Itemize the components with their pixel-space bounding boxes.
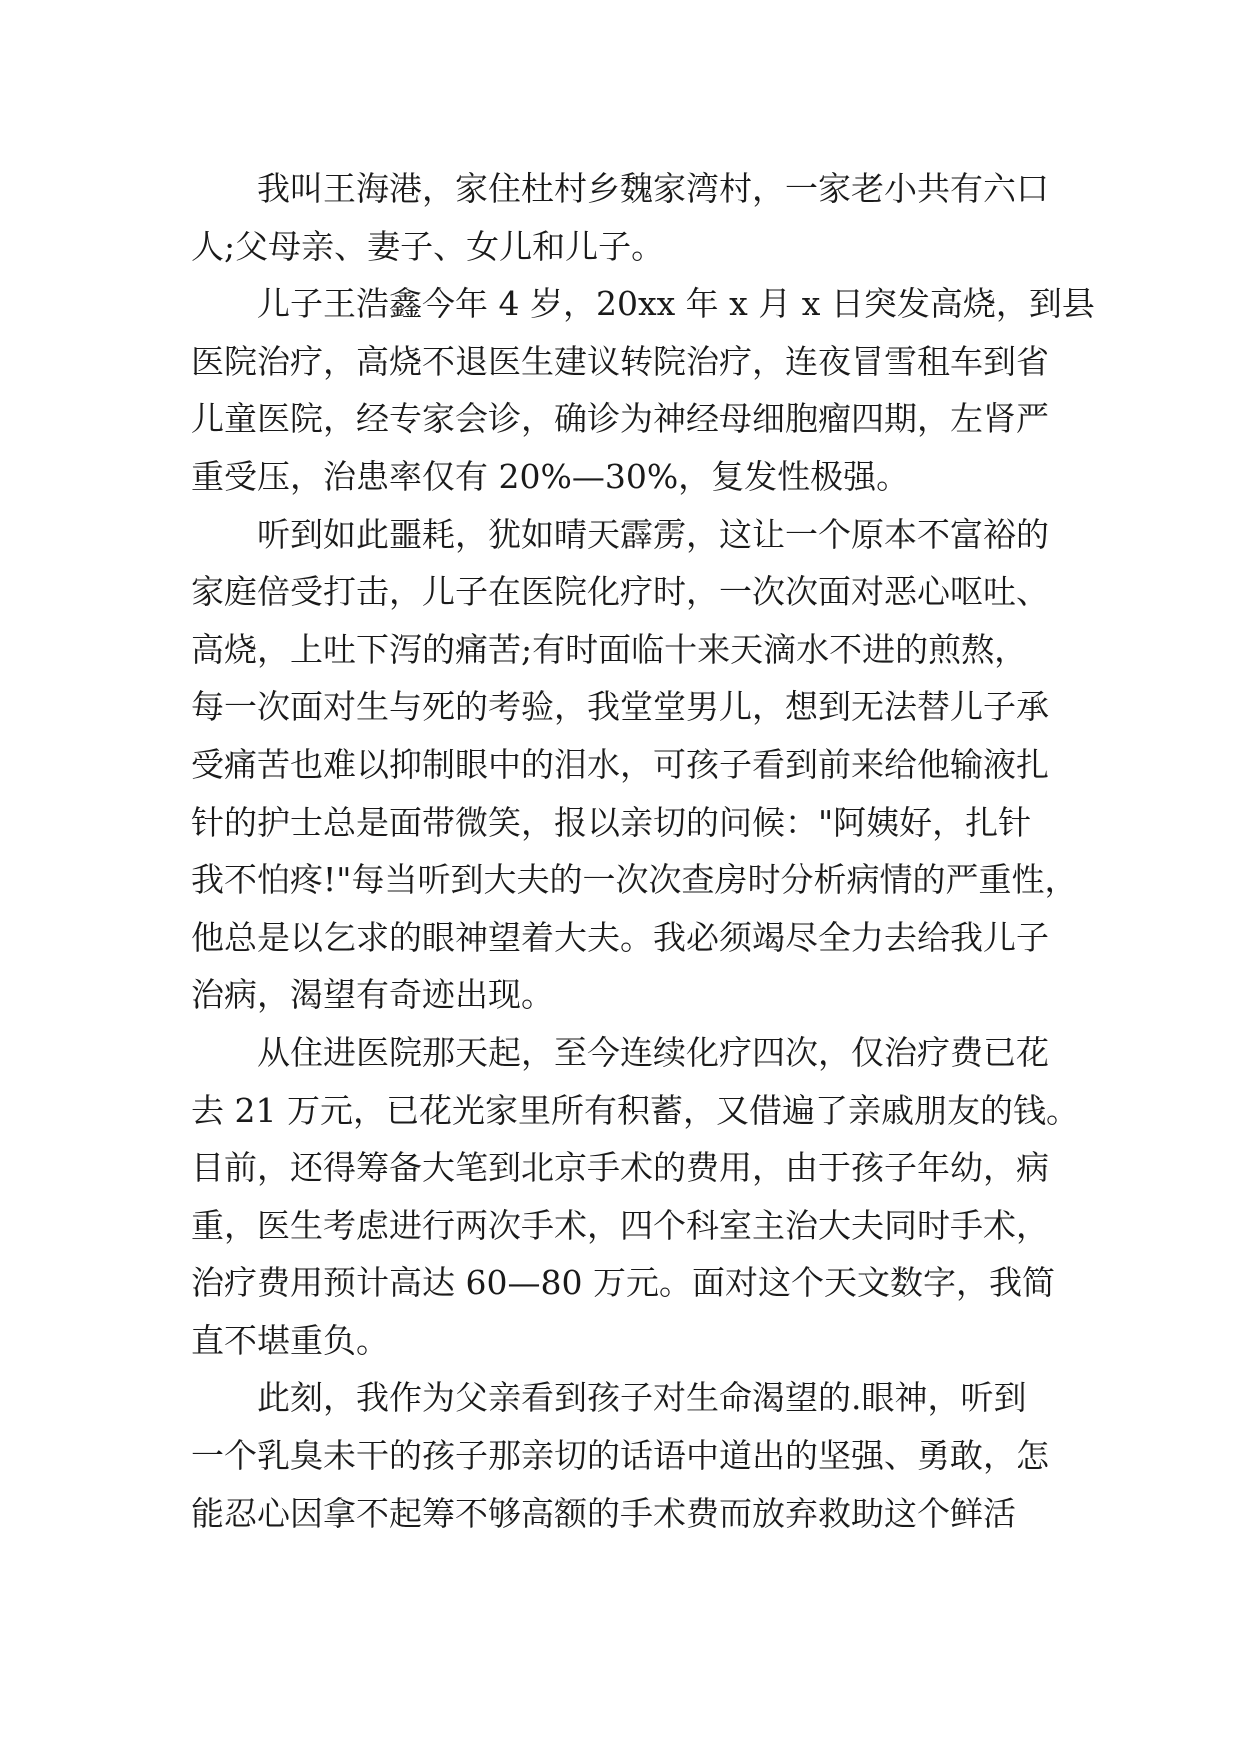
- paragraph-diagnosis: [191, 275, 1095, 505]
- document-body: [191, 160, 1095, 1542]
- text-line: 每一次面对生与死的考验，我堂堂男儿，想到无法替儿子承: [191, 687, 1049, 727]
- text-line: 一个乳臭未干的孩子那亲切的话语中道出的坚强、勇敢，怎: [191, 1436, 1049, 1476]
- paragraph-appeal: [191, 1369, 1071, 1542]
- text-line: 儿童医院，经专家会诊，确诊为神经母细胞瘤四期，左肾严: [191, 399, 1049, 439]
- text-line: 治病，渴望有奇迹出现。: [191, 975, 554, 1015]
- text-line: 去 21 万元，已花光家里所有积蓄，又借遍了亲戚朋友的钱。: [191, 1090, 1079, 1130]
- text-line: 治疗费用预计高达 60—80 万元。面对这个天文数字，我简: [191, 1263, 1055, 1303]
- text-line: 从住进医院那天起，至今连续化疗四次，仅治疗费已花: [257, 1032, 1049, 1072]
- text-line: 儿子王浩鑫今年 4 岁，20xx 年 x 月 x 日突发高烧，到县: [257, 284, 1095, 324]
- text-line: 受痛苦也难以抑制眼中的泪水，可孩子看到前来给他输液扎: [191, 744, 1049, 784]
- text-line: 针的护士总是面带微笑，报以亲切的问候："阿姨好，扎针: [191, 802, 1032, 842]
- text-line: 目前，还得筹备大笔到北京手术的费用，由于孩子年幼，病: [191, 1148, 1049, 1188]
- text-line: 此刻，我作为父亲看到孩子对生命渴望的.眼神，听到: [257, 1378, 1027, 1418]
- paragraph-costs: [191, 1024, 1079, 1370]
- text-line: 重，医生考虑进行两次手术，四个科室主治大夫同时手术，: [191, 1205, 1049, 1245]
- text-line: 他总是以乞求的眼神望着大夫。我必须竭尽全力去给我儿子: [191, 917, 1049, 957]
- text-line: 高烧，上吐下泻的痛苦;有时面临十来天滴水不进的煎熬，: [191, 629, 1028, 669]
- text-line: 医院治疗，高烧不退医生建议转院治疗，连夜冒雪租车到省: [191, 341, 1049, 381]
- text-line: 直不堪重负。: [191, 1320, 389, 1360]
- paragraph-family-intro: [191, 160, 1071, 275]
- text-line: 听到如此噩耗，犹如晴天霹雳，这让一个原本不富裕的: [257, 514, 1049, 554]
- paragraph-treatment-hardship: [191, 506, 1078, 1024]
- text-line: 能忍心因拿不起筹不够高额的手术费而放弃救助这个鲜活: [191, 1493, 1016, 1533]
- text-line: 人;父母亲、妻子、女儿和儿子。: [191, 226, 665, 266]
- text-line: 我叫王海港，家住杜村乡魏家湾村，一家老小共有六口: [257, 169, 1049, 208]
- text-line: 家庭倍受打击，儿子在医院化疗时，一次次面对恶心呕吐、: [191, 572, 1049, 612]
- text-line: 我不怕疼!"每当听到大夫的一次次查房时分析病情的严重性，: [191, 860, 1078, 900]
- text-line: 重受压，治患率仅有 20%—30%，复发性极强。: [191, 456, 910, 496]
